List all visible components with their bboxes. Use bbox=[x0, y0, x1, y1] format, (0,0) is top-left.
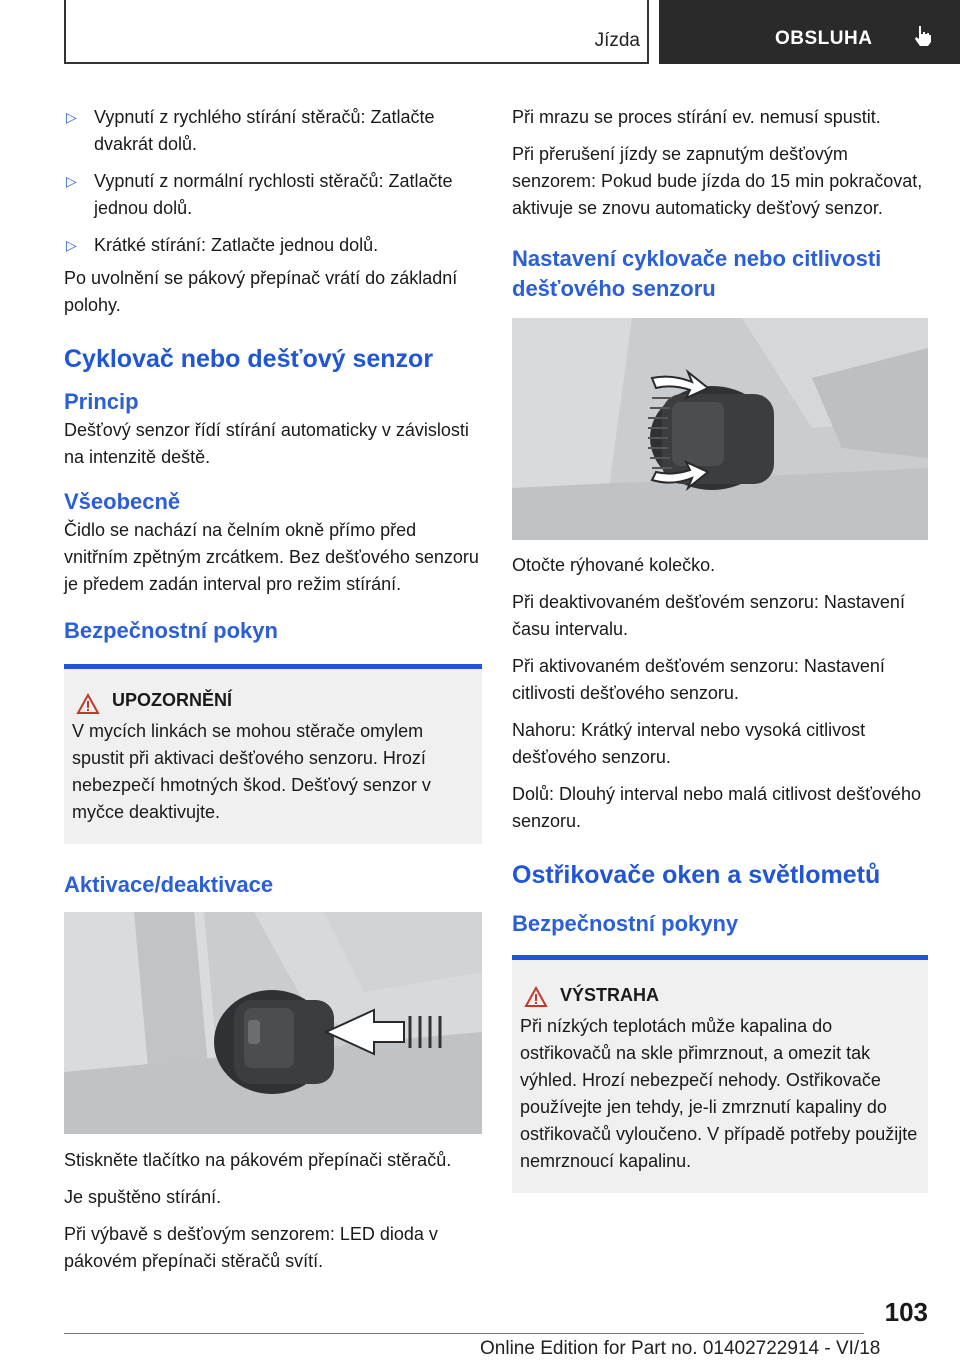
warning-text: Při nízkých teplotách může kapalina do ostřikovačů na skle přimrznout, a omezit tak výhled. Hrozí nebezpečí nehody. Ostřikovače používejte jen tehdy, je-li zmrznutí kapaliny do ostřikovačů vyloučeno. V případě potřeby použijte nemrznoucí kapalinu. bbox=[520, 1016, 918, 1171]
warning-triangle-icon bbox=[76, 693, 100, 715]
chapter-label: OBSLUHA bbox=[775, 28, 873, 49]
paragraph: Při mrazu se proces stírání ev. nemusí spustit. bbox=[512, 107, 881, 127]
wiper-thumbwheel-image bbox=[512, 318, 928, 540]
paragraph: Nahoru: Krátký interval nebo vysoká citlivost dešťového senzoru. bbox=[512, 720, 866, 767]
paragraph: Je spuštěno stírání. bbox=[64, 1187, 222, 1207]
warning-title: UPOZORNĚNÍ bbox=[112, 690, 233, 710]
subsection-heading: Princip bbox=[64, 389, 139, 414]
warning-box bbox=[512, 955, 928, 1193]
paragraph: Při aktivovaném dešťovém senzoru: Nastavení citlivosti dešťového senzoru. bbox=[512, 656, 885, 703]
subsection-heading: Bezpečnostní pokyny bbox=[512, 911, 739, 936]
left-column-bottom bbox=[64, 1147, 482, 1285]
subsection-heading: Nastavení cyklovače nebo citlivosti dešťového senzoru bbox=[512, 246, 882, 301]
chapter-tab bbox=[659, 0, 960, 64]
list-item-text: Vypnutí z rychlého stírání stěračů: Zatlačte dvakrát dolů. bbox=[94, 107, 435, 154]
triangle-bullet-icon: ▷ bbox=[66, 173, 77, 189]
subsection-heading: Bezpečnostní pokyn bbox=[64, 618, 278, 643]
left-column bbox=[64, 104, 482, 844]
section-title: Jízda bbox=[594, 30, 640, 51]
paragraph: Stiskněte tlačítko na pákovém přepínači stěračů. bbox=[64, 1150, 452, 1170]
list-item-text: Vypnutí z normální rychlosti stěračů: Zatlačte jednou dolů. bbox=[94, 171, 453, 218]
paragraph: Po uvolnění se pákový přepínač vrátí do základní polohy. bbox=[64, 268, 458, 315]
warning-triangle-icon bbox=[524, 986, 548, 1008]
list-item bbox=[64, 232, 482, 259]
edition-text: Online Edition for Part no. 01402722914 - VI/18 bbox=[480, 1338, 881, 1359]
list-item bbox=[64, 104, 482, 158]
paragraph: Čidlo se nachází na čelním okně přímo před vnitřním zpětným zrcátkem. Bez dešťového senzoru je předem zadán interval pro režim stírání. bbox=[64, 520, 479, 594]
list-item bbox=[64, 168, 482, 222]
paragraph: Při výbavě s dešťovým senzorem: LED dioda v pákovém přepínači stěračů svítí. bbox=[64, 1224, 438, 1271]
section-heading: Ostřikovače oken a světlometů bbox=[512, 861, 881, 889]
paragraph: Otočte rýhované kolečko. bbox=[512, 555, 716, 575]
triangle-bullet-icon: ▷ bbox=[66, 237, 77, 253]
footer-divider bbox=[64, 1333, 864, 1334]
subsection-heading: Všeobecně bbox=[64, 489, 181, 514]
paragraph: Dešťový senzor řídí stírání automaticky v závislosti na intenzitě deště. bbox=[64, 420, 469, 467]
warning-text: V mycích linkách se mohou stěrače omylem spustit při aktivaci dešťového senzoru. Hrozí nebezpečí hmotných škod. Dešťový senzor v myčce deaktivujte. bbox=[72, 721, 431, 822]
subsection-heading: Aktivace/deaktivace bbox=[64, 872, 274, 897]
section-heading: Cyklovač nebo dešťový senzor bbox=[64, 345, 434, 373]
right-column bbox=[512, 104, 930, 304]
triangle-bullet-icon: ▷ bbox=[66, 109, 77, 125]
hand-pointer-icon bbox=[913, 24, 933, 48]
wiper-lever-button-image bbox=[64, 912, 482, 1134]
warning-title: VÝSTRAHA bbox=[560, 985, 660, 1005]
paragraph: Při přerušení jízdy se zapnutým dešťovým senzorem: Pokud bude jízda do 15 min pokračovat, aktivuje se znovu automaticky dešťový senzor. bbox=[512, 144, 923, 218]
list-item-text: Krátké stírání: Zatlačte jednou dolů. bbox=[94, 235, 379, 255]
warning-box bbox=[64, 664, 482, 844]
paragraph: Při deaktivovaném dešťovém senzoru: Nastavení času intervalu. bbox=[512, 592, 905, 639]
right-column-mid bbox=[512, 552, 930, 1193]
page-number: 103 bbox=[884, 1297, 928, 1327]
paragraph: Dolů: Dlouhý interval nebo malá citlivost dešťového senzoru. bbox=[512, 784, 921, 831]
